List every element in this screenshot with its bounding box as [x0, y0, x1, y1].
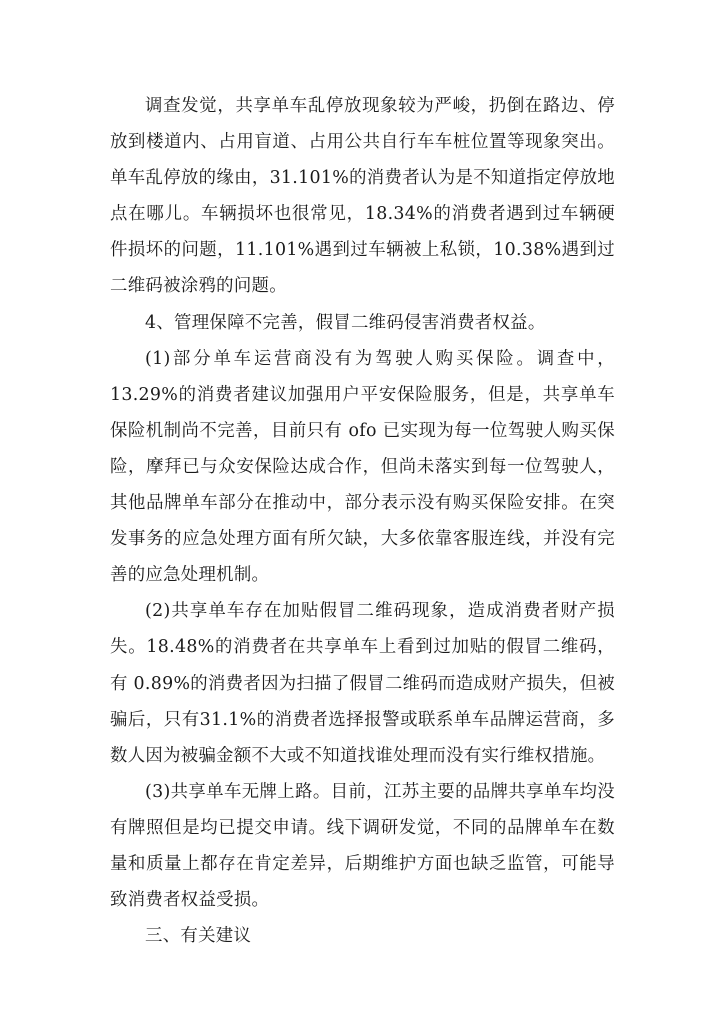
paragraph-insurance: (1)部分单车运营商没有为驾驶人购买保险。调查中，13.29%的消费者建议加强用户平安保险服务，但是，共享单车保险机制尚不完善，目前只有 ofo 已实现为每一位驾驶人购买保险，摩拜已与众安保险达成合作，但尚未落实到每一位驾驶人，其他品牌单车部分在推动中，部分表示没有购买保险安排。在突发事务的应急处理方面有所欠缺，大多依靠客服连线，并没有完善的应急处理机制。	[110, 348, 615, 586]
section-heading-suggestions: 三、有关建议	[145, 926, 252, 947]
section-heading-management: 4、管理保障不完善，假冒二维码侵害消费者权益。	[145, 312, 546, 333]
paragraph-parking-damage: 调查发觉，共享单车乱停放现象较为严峻，扔倒在路边、停放到楼道内、占用盲道、占用公共自行车车桩位置等现象突出。单车乱停放的缘由，31.101%的消费者认为是不知道指定停放地点在哪儿。车辆损坏也很常见，18.34%的消费者遇到过车辆硬件损坏的问题，11.101%遇到过车辆被上私锁，10.38%遇到过二维码被涂鸦的问题。	[110, 96, 615, 297]
paragraph-fake-qr-code: (2)共享单车存在加贴假冒二维码现象，造成消费者财产损失。18.48%的消费者在共享单车上看到过加贴的假冒二维码，有 0.89%的消费者因为扫描了假冒二维码而造成财产损失，但被骗后，只有31.1%的消费者选择报警或联系单车品牌运营商，多数人因为被骗金额不大或不知道找谁处理而没有实行维权措施。	[110, 601, 615, 766]
paragraph-no-license-plate: (3)共享单车无牌上路。目前，江苏主要的品牌共享单车均没有牌照但是均已提交申请。线下调研发觉，不同的品牌单车在数量和质量上都存在肯定差异，后期维护方面也缺乏监管，可能导致消费者权益受损。	[110, 781, 615, 911]
document-body	[110, 88, 615, 954]
